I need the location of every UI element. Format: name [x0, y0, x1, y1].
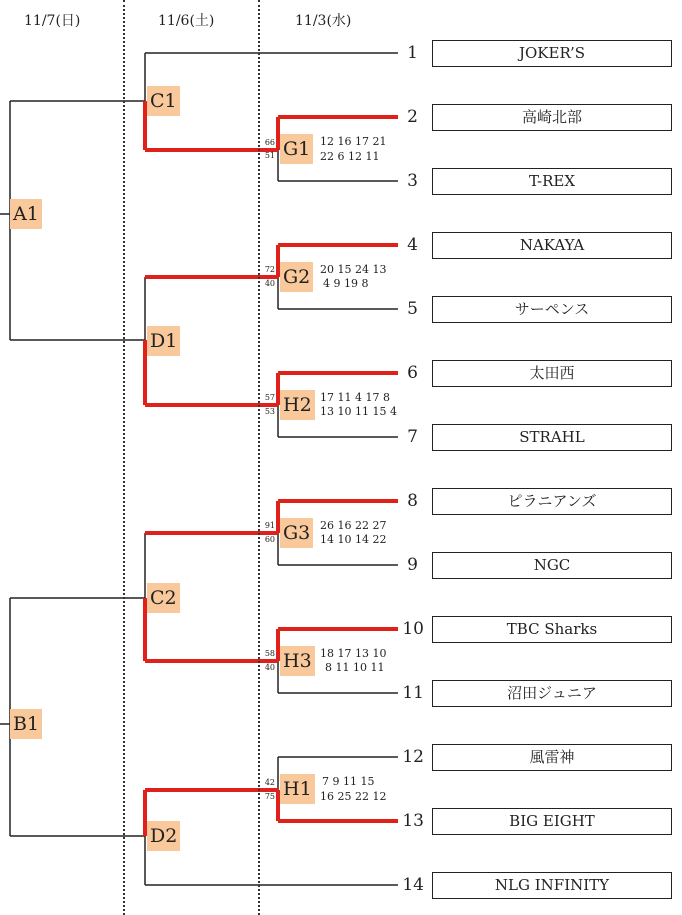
team-box: T-REX: [432, 168, 672, 195]
game-node-g3: G3: [280, 518, 313, 548]
period-scores-top: 26 16 22 27: [320, 519, 387, 532]
game-node-d1: D1: [147, 326, 180, 356]
game-score-top: 57: [264, 393, 275, 402]
seed-number: 9: [407, 555, 418, 575]
seed-number: 10: [402, 619, 424, 639]
team-box: STRAHL: [432, 424, 672, 451]
game-score-top: 42: [264, 778, 275, 787]
game-score-top: 58: [264, 649, 275, 658]
team-box: TBC Sharks: [432, 616, 672, 643]
game-score-bottom: 53: [264, 407, 275, 416]
seed-number: 1: [407, 43, 418, 63]
period-scores-top: 17 11 4 17 8: [320, 391, 390, 404]
period-scores-bottom: 13 10 11 15 4: [320, 405, 397, 418]
team-box: ピラニアンズ: [432, 488, 672, 515]
seed-number: 5: [407, 299, 418, 319]
period-scores-bottom: 16 25 22 12: [320, 790, 387, 803]
seed-number: 13: [402, 811, 424, 831]
game-score-top: 66: [264, 138, 275, 147]
seed-number: 3: [407, 171, 418, 191]
game-node-d2: D2: [147, 821, 180, 851]
team-box: NGC: [432, 552, 672, 579]
team-box: サーペンス: [432, 296, 672, 323]
seed-number: 4: [407, 235, 418, 255]
game-score-bottom: 75: [264, 792, 275, 801]
seed-number: 8: [407, 491, 418, 511]
date-divider: [123, 0, 125, 915]
team-box: BIG EIGHT: [432, 808, 672, 835]
game-node-b1: B1: [10, 709, 42, 739]
game-score-bottom: 51: [264, 151, 275, 160]
team-box: 高崎北部: [432, 104, 672, 131]
game-node-c2: C2: [147, 583, 180, 613]
team-box: JOKER’S: [432, 40, 672, 67]
game-score-bottom: 40: [264, 279, 275, 288]
seed-number: 6: [407, 363, 418, 383]
period-scores-bottom: 4 9 19 8: [323, 277, 369, 290]
period-scores-top: 7 9 11 15: [322, 775, 375, 788]
game-node-a1: A1: [10, 199, 42, 229]
team-box: 沼田ジュニア: [432, 680, 672, 707]
game-score-bottom: 40: [264, 663, 275, 672]
team-box: NAKAYA: [432, 232, 672, 259]
game-node-h1: H1: [280, 774, 315, 804]
game-node-g1: G1: [280, 134, 313, 164]
game-node-h3: H3: [280, 646, 315, 676]
period-scores-top: 18 17 13 10: [320, 647, 387, 660]
team-box: NLG INFINITY: [432, 872, 672, 899]
game-node-h2: H2: [280, 390, 315, 420]
period-scores-top: 12 16 17 21: [320, 135, 387, 148]
game-node-c1: C1: [147, 86, 180, 116]
date-round-2: 11/6(土): [158, 13, 215, 29]
date-round-3: 11/7(日): [24, 13, 81, 29]
period-scores-bottom: 22 6 12 11: [320, 150, 380, 163]
seed-number: 12: [402, 747, 424, 767]
team-box: 太田西: [432, 360, 672, 387]
period-scores-bottom: 8 11 10 11: [325, 661, 385, 674]
seed-number: 2: [407, 107, 418, 127]
game-score-bottom: 60: [264, 535, 275, 544]
seed-number: 11: [402, 683, 424, 703]
game-node-g2: G2: [280, 262, 313, 292]
team-box: 風雷神: [432, 744, 672, 771]
period-scores-bottom: 14 10 14 22: [320, 533, 387, 546]
game-score-top: 91: [264, 521, 275, 530]
seed-number: 14: [402, 875, 424, 895]
game-score-top: 72: [264, 265, 275, 274]
period-scores-top: 20 15 24 13: [320, 263, 387, 276]
seed-number: 7: [407, 427, 418, 447]
date-round-1: 11/3(水): [295, 13, 352, 29]
